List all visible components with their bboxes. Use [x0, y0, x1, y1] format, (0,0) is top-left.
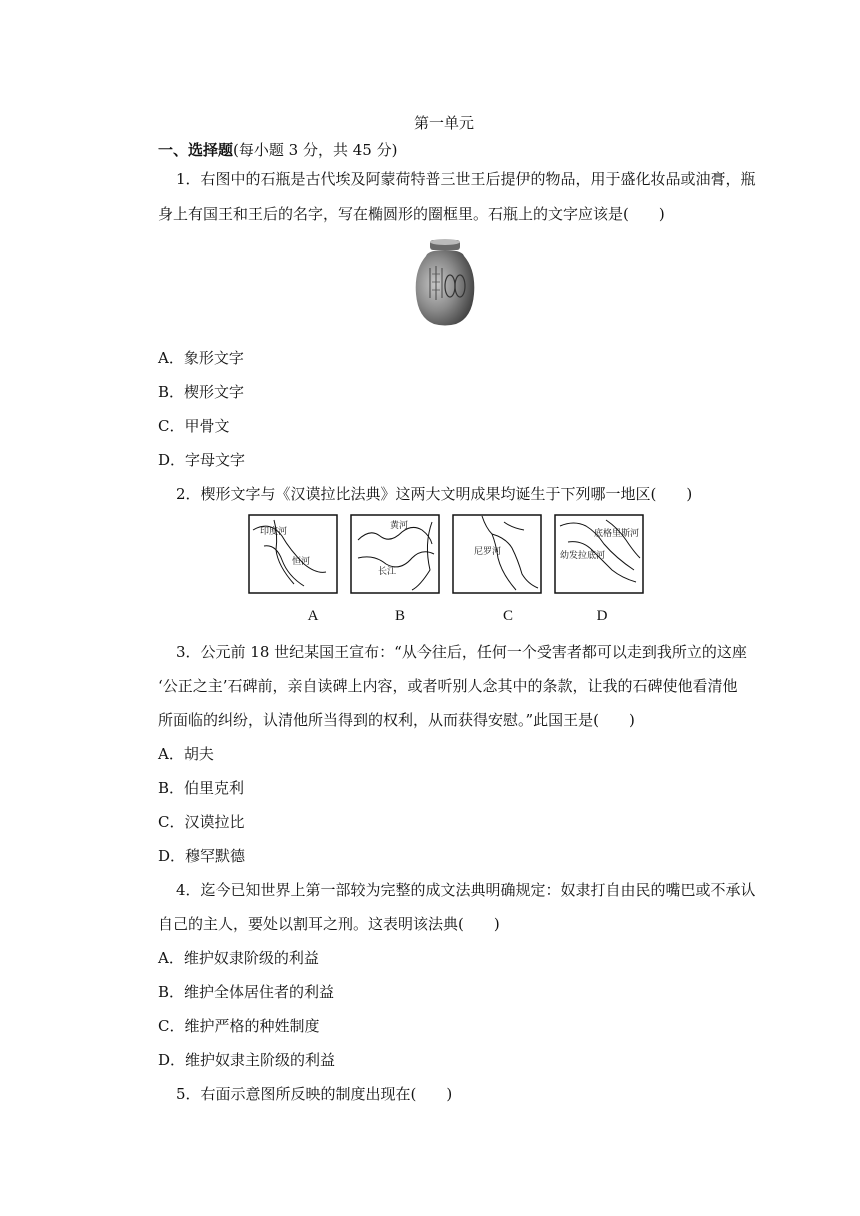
question-1-option-c: C．甲骨文	[158, 417, 230, 435]
question-5-line-1: 5．右面示意图所反映的制度出现在( )	[176, 1085, 453, 1103]
question-4-option-d: D．维护奴隶主阶级的利益	[158, 1051, 336, 1069]
map-c-caption: C	[502, 608, 513, 624]
map-b-river-1: 黄河	[390, 521, 409, 531]
question-3-option-c: C．汉谟拉比	[158, 813, 245, 831]
map-b-caption: B	[394, 608, 405, 624]
question-3-option-a: A．胡夫	[158, 745, 214, 763]
question-3-option-d: D．穆罕默德	[158, 847, 246, 865]
section-heading	[158, 140, 397, 160]
question-3-line-1: 3．公元前 18 世纪某国王宣布：“从今往后，任何一个受害者都可以走到我所立的这座	[176, 643, 747, 661]
map-a-caption: A	[307, 608, 319, 624]
question-4-option-a: A．维护奴隶阶级的利益	[158, 949, 319, 967]
stone-jar-image	[412, 238, 478, 328]
map-b	[350, 514, 440, 594]
map-c	[452, 514, 542, 594]
question-1-option-b: B．楔形文字	[158, 383, 245, 401]
question-4-line-1: 4．迄今已知世界上第一部较为完整的成文法典明确规定：奴隶打自由民的嘴巴或不承认	[176, 881, 756, 899]
section-label: 一、选择题	[158, 141, 234, 159]
section-note: (每小题 3 分，共 45 分)	[233, 141, 398, 159]
question-1-option-d: D．字母文字	[158, 451, 246, 469]
map-c-river: 尼罗河	[474, 547, 502, 557]
map-a-river-1: 印度河	[260, 527, 288, 537]
page-title: 第一单元	[414, 114, 475, 132]
question-3-line-3: 所面临的纠纷，认清他所当得到的权利，从而获得安慰。”此国王是( )	[158, 711, 635, 729]
question-2-line-1: 2．楔形文字与《汉谟拉比法典》这两大文明成果均诞生于下列哪一地区( )	[176, 485, 693, 503]
map-d-river-2: 幼发拉底河	[560, 551, 606, 561]
map-d-caption: D	[596, 608, 608, 624]
question-4-option-c: C．维护严格的种姓制度	[158, 1017, 320, 1035]
question-3-option-b: B．伯里克利	[158, 779, 245, 797]
map-a	[248, 514, 338, 594]
map-d	[554, 514, 644, 594]
map-b-river-2: 长江	[378, 567, 397, 577]
question-1-line-2: 身上有国王和王后的名字，写在椭圆形的圈框里。石瓶上的文字应该是( )	[158, 205, 665, 223]
question-1-line-1: 1．右图中的石瓶是古代埃及阿蒙荷特普三世王后提伊的物品，用于盛化妆品或油膏，瓶	[176, 170, 756, 188]
question-3-line-2: ‘公正之主’石碑前，亲自读碑上内容，或者听别人念其中的条款，让我的石碑使他看清他	[158, 677, 738, 695]
map-d-river-1: 底格里斯河	[594, 529, 640, 539]
map-a-river-2: 恒河	[292, 557, 311, 567]
question-4-option-b: B．维护全体居住者的利益	[158, 983, 335, 1001]
question-1-option-a: A．象形文字	[158, 349, 244, 367]
question-4-line-2: 自己的主人，要处以割耳之刑。这表明该法典( )	[158, 915, 500, 933]
